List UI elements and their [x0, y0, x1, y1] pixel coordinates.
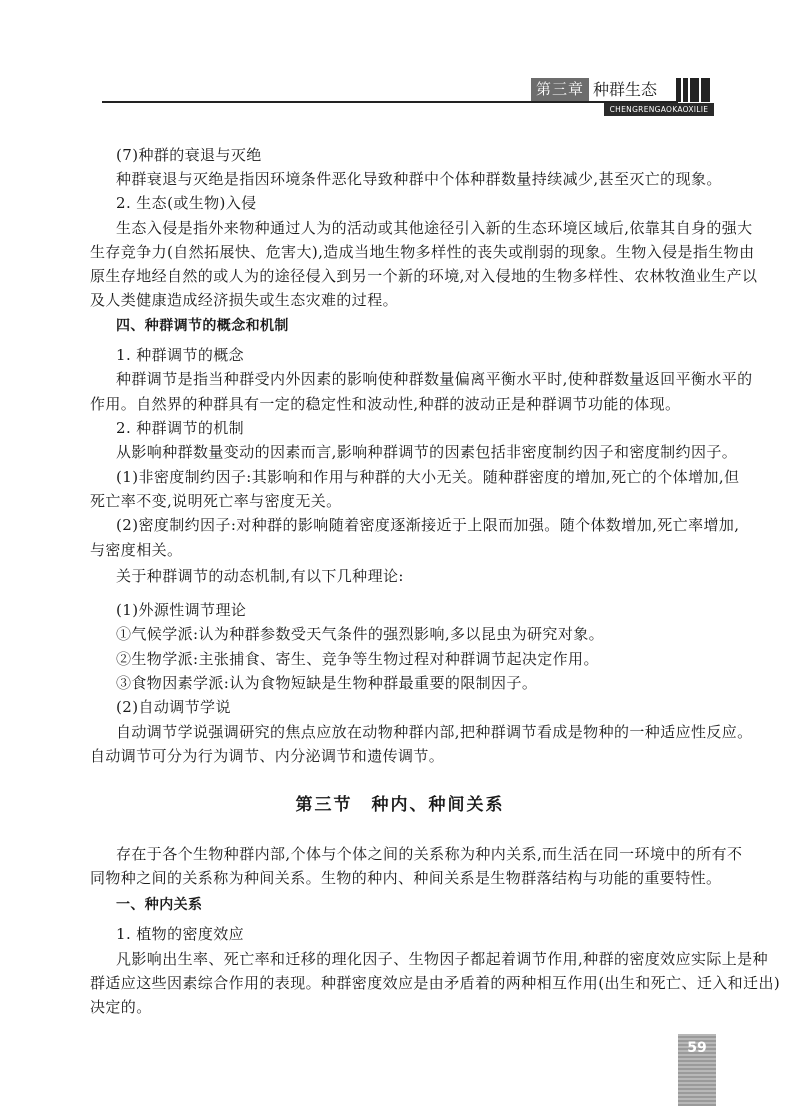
paragraph-line: 自动调节可分为行为调节、内分泌调节和遗传调节。 — [90, 747, 445, 765]
paragraph-line: 种群调节是指当种群受内外因素的影响使种群数量偏离平衡水平时,使种群数量返回平衡水平的 — [116, 370, 753, 388]
paragraph-line: 生存竞争力(自然拓展快、危害大),造成当地生物多样性的丧失或削弱的现象。生物入侵是指生物由 — [90, 243, 755, 261]
paragraph-line: 关于种群调节的动态机制,有以下几种理论: — [116, 567, 404, 585]
paragraph-line: 2. 生态(或生物)入侵 — [116, 194, 257, 212]
paragraph-line: (7)种群的衰退与灭绝 — [116, 146, 262, 164]
paragraph-line: 决定的。 — [90, 998, 152, 1016]
paragraph-line: (1)外源性调节理论 — [116, 601, 247, 619]
paragraph-line: 种群衰退与灭绝是指因环境条件恶化导致种群中个体种群数量持续减少,甚至灭亡的现象。 — [116, 170, 722, 188]
header-bars-decoration — [676, 78, 710, 102]
paragraph-line: 生态入侵是指外来物种通过人为的活动或其他途径引入新的生态环境区域后,依靠其自身的强大 — [116, 219, 753, 237]
paragraph-line: ③食物因素学派:认为食物短缺是生物种群最重要的限制因子。 — [116, 674, 538, 692]
paragraph-line: 凡影响出生率、死亡率和迁移的理化因子、生物因子都起着调节作用,种群的密度效应实际上是种 — [116, 950, 768, 968]
paragraph-line: ②生物学派:主张捕食、寄生、竞争等生物过程对种群调节起决定作用。 — [116, 650, 599, 668]
page-number: 59 — [687, 1040, 707, 1056]
section-heading: 四、种群调节的概念和机制 — [116, 318, 289, 334]
paragraph-line: 群适应这些因素综合作用的表现。种群密度效应是由矛盾着的两种相互作用(出生和死亡、迁入和迁出) — [90, 974, 781, 992]
paragraph-line: 与密度相关。 — [90, 541, 183, 559]
paragraph-line: 死亡率不变,说明死亡率与密度无关。 — [90, 492, 342, 510]
paragraph-line: 自动调节学说强调研究的焦点应放在动物种群内部,把种群调节看成是物种的一种适应性反应。 — [116, 723, 753, 741]
paragraph-line: 作用。自然界的种群具有一定的稳定性和波动性,种群的波动正是种群调节功能的体现。 — [90, 395, 681, 413]
series-subtitle: CHENGRENGAOKAOXILIE — [604, 103, 714, 116]
paragraph-line: (2)密度制约因子:对种群的影响随着密度逐渐接近于上限而加强。随个体数增加,死亡率增加, — [116, 516, 740, 534]
paragraph-line: ①气候学派:认为种群参数受天气条件的强烈影响,多以昆虫为研究对象。 — [116, 625, 605, 643]
paragraph-line: 原生存地经自然的或人为的途径侵入到另一个新的环境,对入侵地的生物多样性、农林牧渔业生产以 — [90, 267, 758, 285]
paragraph-line: (2)自动调节学说 — [116, 698, 231, 716]
paragraph-line: 1. 植物的密度效应 — [116, 925, 245, 943]
paragraph-line: 从影响种群数量变动的因素而言,影响种群调节的因素包括非密度制约因子和密度制约因子。 — [116, 443, 738, 461]
chapter-title: 种群生态 — [593, 80, 658, 99]
paragraph-line: 及人类健康造成经济损失或生态灾难的过程。 — [90, 291, 399, 309]
paragraph-line: 存在于各个生物种群内部,个体与个体之间的关系称为种内关系,而生活在同一环境中的所有不 — [116, 845, 743, 863]
header-rule — [102, 101, 678, 103]
section-title: 第三节 种内、种间关系 — [295, 795, 505, 815]
section-heading: 一、种内关系 — [116, 897, 203, 913]
paragraph-line: 1. 种群调节的概念 — [116, 346, 245, 364]
chapter-label: 第三章 — [531, 78, 589, 101]
paragraph-line: (1)非密度制约因子:其影响和作用与种群的大小无关。随种群密度的增加,死亡的个体增加,但 — [116, 468, 740, 486]
paragraph-line: 2. 种群调节的机制 — [116, 419, 245, 437]
paragraph-line: 同物种之间的关系称为种间关系。生物的种内、种间关系是生物群落结构与功能的重要特性。 — [90, 869, 722, 887]
